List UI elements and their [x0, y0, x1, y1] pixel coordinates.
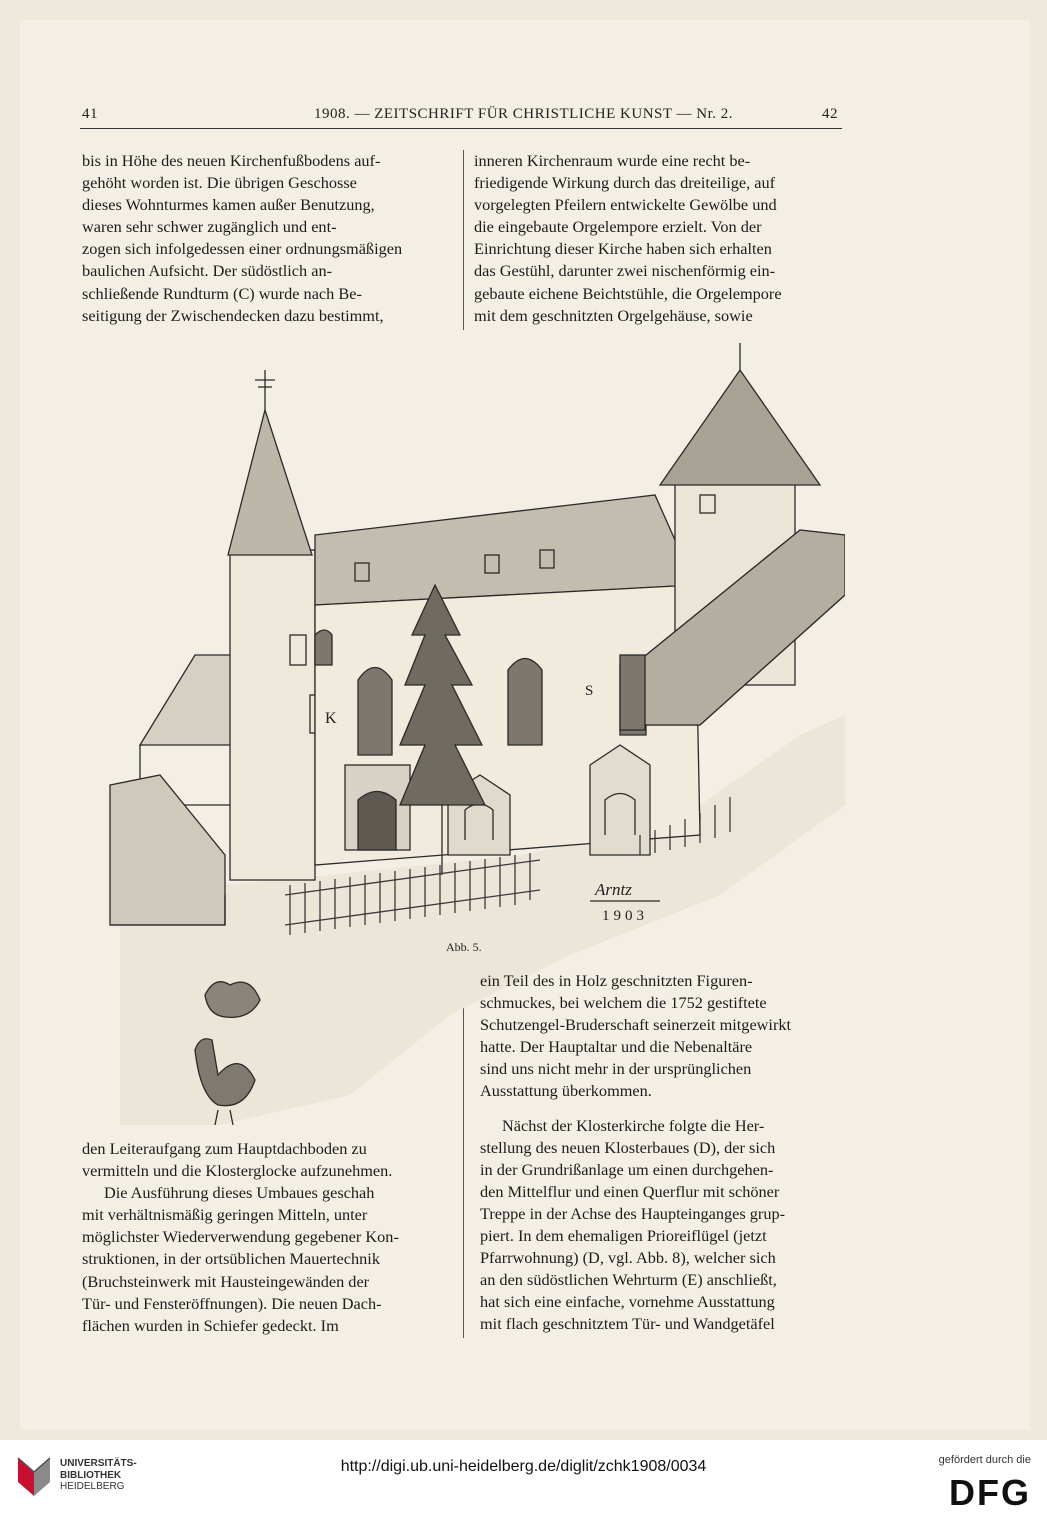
text-line: struktionen, in der ortsüblichen Mauertechnik: [82, 1249, 380, 1269]
figure-caption: Abb. 5.: [446, 940, 482, 954]
page-number-left: 41: [82, 106, 98, 122]
text-line: hat sich eine einfache, vornehme Ausstattung: [480, 1292, 775, 1312]
right-column-middle: [480, 970, 844, 1336]
text-line: vermitteln und die Klosterglocke aufzunehmen.: [82, 1161, 393, 1181]
text-line: den Leiteraufgang zum Hauptdachboden zu: [82, 1139, 367, 1158]
text-line: stellung des neuen Klosterbaues (D), der sich: [480, 1137, 776, 1157]
funding-note: gefördert durch die: [938, 1454, 1031, 1466]
left-column-bottom: [82, 1138, 454, 1337]
text-line: seitigung der Zwischendecken dazu bestimmt,: [82, 305, 384, 325]
signature-year: 1903: [602, 908, 648, 924]
door-letter: S: [585, 683, 594, 699]
text-line: das Gestühl, darunter zwei nischenförmig ein-: [474, 261, 776, 281]
library-line: HEIDELBERG: [60, 1481, 125, 1492]
right-column-top: [474, 150, 844, 327]
text-line: sind uns nicht mehr in der ursprünglichen: [480, 1059, 752, 1079]
text-line: Nächst der Klosterkirche folgte die Her-: [502, 1115, 765, 1135]
text-line: die eingebaute Orgelempore erzielt. Von der: [474, 217, 762, 237]
library-line: UNIVERSITÄTS-: [60, 1458, 137, 1469]
text-line: gebaute eichene Beichtstühle, die Orgelempore: [474, 283, 782, 303]
text-line: möglichster Wiederverwendung gegebener Kon-: [82, 1227, 399, 1247]
text-line: hatte. Der Hauptaltar und die Nebenaltäre: [480, 1037, 753, 1057]
permalink-url[interactable]: http://digi.ub.uni-heidelberg.de/diglit/zchk1908/0034: [340, 1458, 707, 1475]
text-line: bis in Höhe des neuen Kirchenfußbodens auf-: [82, 151, 381, 170]
text-line: piert. In dem ehemaligen Prioreiflügel (jetzt: [480, 1226, 767, 1246]
text-line: vorgelegten Pfeilern entwickelte Gewölbe und: [474, 195, 777, 215]
text-line: schließende Rundturm (C) wurde nach Be-: [82, 283, 362, 303]
text-line: mit verhältnismäßig geringen Mitteln, unter: [82, 1205, 368, 1225]
text-line: gehöht worden ist. Die übrigen Geschosse: [82, 173, 357, 193]
text-line: Pfarrwohnung) (D, vgl. Abb. 8), welcher sich: [480, 1248, 776, 1268]
text-line: dieses Wohnturmes kamen außer Benutzung,: [82, 195, 375, 215]
text-line: friedigende Wirkung durch das dreiteilige, auf: [474, 173, 776, 193]
dfg-logo: DFG: [949, 1472, 1031, 1513]
text-line: zogen sich infolgedessen einer ordnungsmäßigen: [82, 239, 403, 259]
text-line: waren sehr schwer zugänglich und ent-: [82, 217, 337, 237]
text-line: Einrichtung dieser Kirche haben sich erhalten: [474, 239, 772, 259]
page-number-right: 42: [822, 106, 838, 122]
left-column-top: [82, 150, 454, 327]
text-line: ein Teil des in Holz geschnitzten Figuren-: [480, 971, 753, 990]
text-line: mit dem geschnitzten Orgelgehäuse, sowie: [474, 305, 753, 325]
text-line: an den südöstlichen Wehrturm (E) anschließt,: [480, 1270, 777, 1290]
text-line: baulichen Aufsicht. Der südöstlich an-: [82, 261, 333, 281]
tower-letter: K: [325, 710, 337, 727]
text-line: Treppe in der Achse des Haupteinganges grup-: [480, 1203, 786, 1223]
text-line: mit flach geschnitztem Tür- und Wandgetäfel: [480, 1314, 775, 1334]
text-line: (Bruchsteinwerk mit Hausteingewänden der: [82, 1271, 370, 1291]
text-line: den Mittelflur und einen Querflur mit schöner: [480, 1181, 780, 1201]
text-line: in der Grundrißanlage um einen durchgehen-: [480, 1159, 774, 1179]
running-title: 1908. — ZEITSCHRIFT FÜR CHRISTLICHE KUNST — Nr. 2.: [313, 106, 734, 122]
text-line: Tür- und Fensteröffnungen). Die neuen Dach-: [82, 1293, 382, 1313]
text-line: Ausstattung überkommen.: [480, 1081, 652, 1101]
viewer-footer: [0, 1440, 1047, 1516]
column-rule-top: [463, 150, 464, 330]
artist-signature: Arntz: [595, 880, 632, 899]
text-line: Die Ausführung dieses Umbaues geschah: [104, 1183, 375, 1203]
text-line: schmuckes, bei welchem die 1752 gestiftete: [480, 993, 767, 1013]
text-line: Schutzengel-Bruderschaft seinerzeit mitgewirkt: [480, 1015, 792, 1035]
library-line: BIBLIOTHEK: [60, 1469, 122, 1481]
text-line: inneren Kirchenraum wurde eine recht be-: [474, 151, 751, 170]
header-rule: [80, 128, 842, 129]
text-line: flächen wurden in Schiefer gedeckt. Im: [82, 1315, 339, 1335]
